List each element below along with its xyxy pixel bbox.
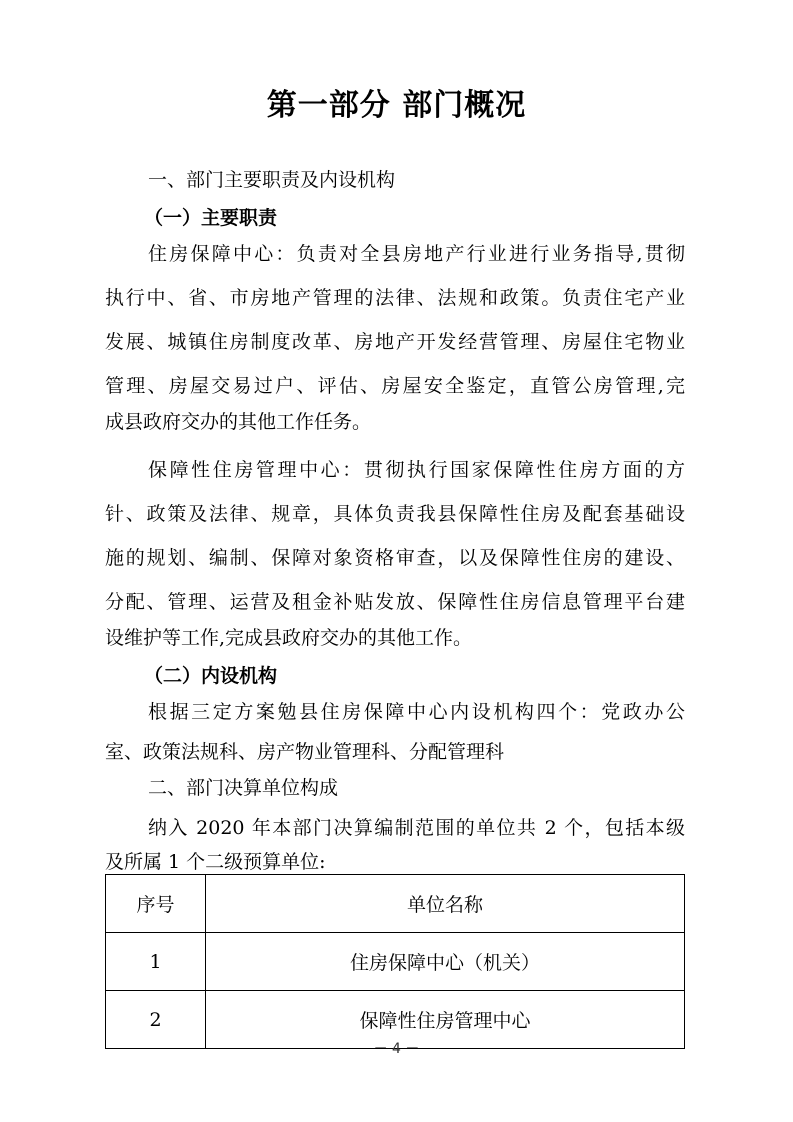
para2-line: 分配、管理、运营及租金补贴发放、保障性住房信息管理平台建 xyxy=(105,591,685,613)
header-unit-name: 单位名称 xyxy=(206,875,685,933)
section2-heading: 二、部门决算单位构成 xyxy=(148,777,339,799)
row-index: 1 xyxy=(106,933,206,991)
page-title: 第一部分 部门概况 xyxy=(266,88,527,123)
para1-line: 住房保障中心：负责对全县房地产行业进行业务指导,贯彻 xyxy=(148,243,685,265)
sub2-para-line: 根据三定方案勉县住房保障中心内设机构四个：党政办公 xyxy=(148,701,685,723)
page-number: － 4 － xyxy=(373,1041,420,1057)
para1-line: 成县政府交办的其他工作任务。 xyxy=(105,411,372,433)
table-header-row xyxy=(106,875,685,933)
row-unit-name: 住房保障中心（机关） xyxy=(206,933,685,991)
header-index: 序号 xyxy=(106,875,206,933)
sub2-heading: （二）内设机构 xyxy=(144,665,278,687)
section2-para-line: 纳入 2020 年本部门决算编制范围的单位共 2 个，包括本级 xyxy=(148,817,685,839)
row-index: 2 xyxy=(106,991,206,1049)
para1-line: 执行中、省、市房地产管理的法律、法规和政策。负责住宅产业 xyxy=(105,287,685,309)
units-table xyxy=(105,874,685,1049)
section1-heading: 一、部门主要职责及内设机构 xyxy=(148,169,396,191)
para2-line: 施的规划、编制、保障对象资格审查，以及保障性住房的建设、 xyxy=(105,547,685,569)
sub1-heading: （一）主要职责 xyxy=(144,207,278,229)
para1-line: 发展、城镇住房制度改革、房地产开发经营管理、房屋住宅物业 xyxy=(105,331,685,353)
section2-para-line: 及所属 1 个二级预算单位: xyxy=(105,851,326,873)
table-row xyxy=(106,933,685,991)
para1-line: 管理、房屋交易过户、评估、房屋安全鉴定，直管公房管理,完 xyxy=(105,375,685,397)
para2-line: 设维护等工作,完成县政府交办的其他工作。 xyxy=(105,627,473,649)
row-unit-name: 保障性住房管理中心 xyxy=(206,991,685,1049)
para2-line: 针、政策及法律、规章，具体负责我县保障性住房及配套基础设 xyxy=(105,503,685,525)
sub2-para-line: 室、政策法规科、房产物业管理科、分配管理科 xyxy=(105,741,505,763)
para2-line: 保障性住房管理中心：贯彻执行国家保障性住房方面的方 xyxy=(148,459,685,481)
